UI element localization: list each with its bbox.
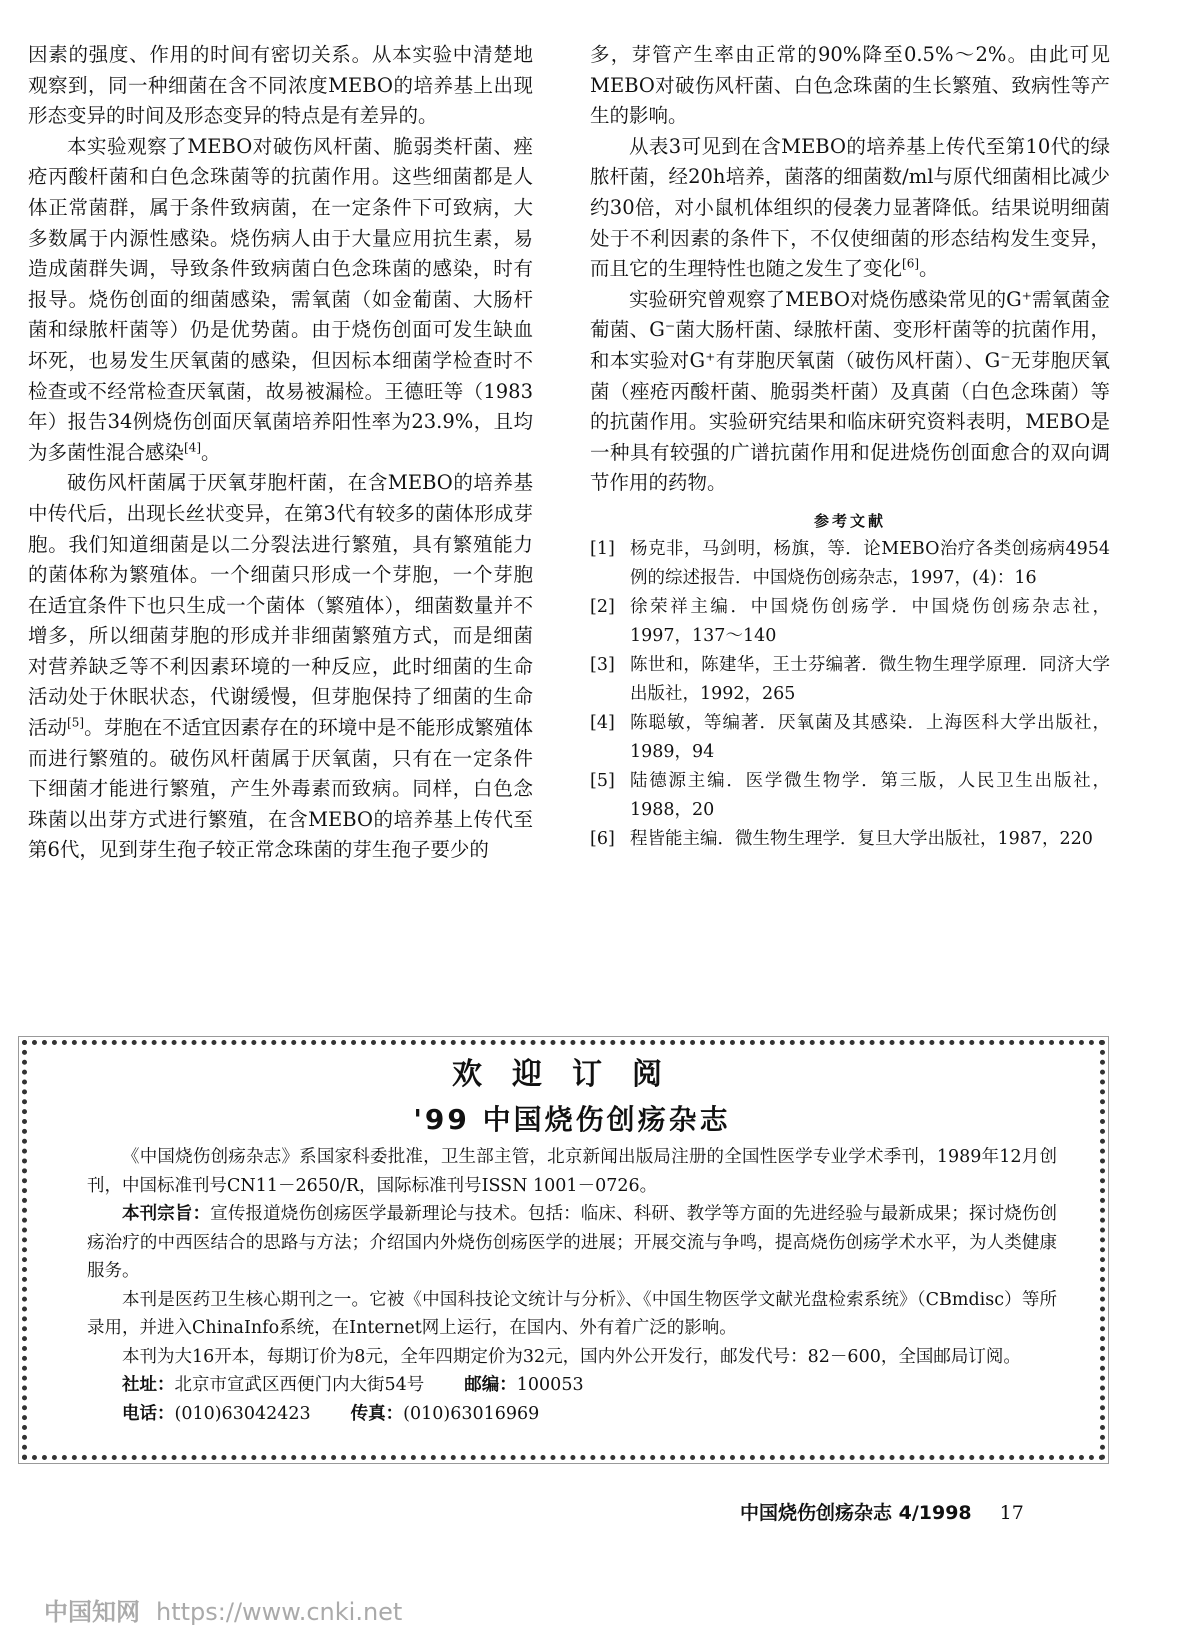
subscription-intro: 《中国烧伤创疡杂志》系国家科委批准，卫生部主管，北京新闻出版局注册的全国性医学专业学术季刊，1989年12月创刊，中国标准刊号CN11－2650/R，国际标准刊号ISSN 1001－0726。 (87, 1147, 1057, 1196)
reference-item: [4] 陈聪敏，等编著．厌氧菌及其感染．上海医科大学出版社，1989，94 (590, 712, 1110, 762)
subscription-address: 社址：北京市宣武区西便门内大街54号 邮编：100053 (122, 1375, 584, 1395)
references-list (590, 535, 1110, 854)
subscription-pricing: 本刊为大16开本，每期订价为8元，全年四期定价为32元，国内外公开发行，邮发代号：82－600，全国邮局订阅。 (122, 1346, 1021, 1367)
journal-issue: 中国烧伤创疡杂志 4/1998 (740, 1502, 972, 1524)
body-paragraph: 实验研究曾观察了MEBO对烧伤感染常见的G⁺需氧菌金葡菌、G⁻菌大肠杆菌、绿脓杆菌、变形杆菌等的抗菌作用，和本实验对G⁺有芽胞厌氧菌（破伤风杆菌）、G⁻无芽胞厌氧菌（痤疮丙酸杆菌、脆弱类杆菌）及真菌（白色念珠菌）等的抗菌作用。实验研究结果和临床研究资料表明，MEBO是一种具有较强的广谱抗菌作用和促进烧伤创面愈合的双向调节作用的药物。 (590, 287, 1110, 495)
reference-item: [3] 陈世和，陈建华，王士芬编著．微生物生理学原理．同济大学出版社，1992，265 (590, 654, 1110, 704)
left-column (28, 40, 533, 866)
subscription-core: 本刊是医药卫生核心期刊之一。它被《中国科技论文统计与分析》、《中国生物医学文献光盘检索系统》（CBmdisc）等所录用，并进入ChinaInfo系统，在Internet网上运行，在国内、外有着广泛的影响。 (87, 1289, 1057, 1338)
body-paragraph: 因素的强度、作用的时间有密切关系。从本实验中清楚地观察到，同一种细菌在含不同浓度MEBO的培养基上出现形态变异的时间及形态变异的特点是有差异的。 (28, 43, 533, 128)
reference-item: [1] 杨克非，马剑明，杨旗，等．论MEBO治疗各类创疡病4954例的综述报告．中国烧伤创疡杂志，1997，(4)：16 (590, 538, 1110, 588)
subscription-subtitle: '99 中国烧伤创疡杂志 (413, 1103, 731, 1136)
citation: [6] (902, 256, 920, 271)
page-footer (740, 1498, 1024, 1525)
right-column (590, 40, 1110, 854)
citation: [5] (67, 715, 85, 730)
cnki-watermark (44, 1592, 402, 1627)
reference-item: [5] 陆德源主编．医学微生物学．第三版，人民卫生出版社，1988，20 (590, 770, 1110, 820)
reference-item: [6] 程皆能主编．微生物生理学．复旦大学出版社，1987，220 (590, 828, 1093, 849)
subscription-content (87, 1053, 1057, 1428)
body-paragraph: 本实验观察了MEBO对破伤风杆菌、脆弱类杆菌、痤疮丙酸杆菌和白色念珠菌等的抗菌作用。这些细菌都是人体正常菌群，属于条件致病菌，在一定条件下可致病，大多数属于内源性感染。烧伤病人由于大量应用抗生素，易造成菌群失调，导致条件致病菌白色念珠菌的感染，时有报导。烧伤创面的细菌感染，需氧菌（如金葡菌、大肠杆菌和绿脓杆菌等）仍是优势菌。由于烧伤创面可发生缺血坏死，也易发生厌氧菌的感染，但因标本细菌学检查时不检查或不经常检查厌氧菌，故易被漏检。王德旺等（1983年）报告34例烧伤创面厌氧菌培养阳性率为23.9%，且均为多菌性混合感染[4]。 (28, 134, 533, 464)
page-number: 17 (999, 1502, 1024, 1524)
body-paragraph: 多，芽管产生率由正常的90%降至0.5%～2%。由此可见MEBO对破伤风杆菌、白色念珠菌的生长繁殖、致病性等产生的影响。 (590, 43, 1110, 128)
subscription-contact: 电话：(010)63042423 传真：(010)63016969 (122, 1403, 540, 1424)
watermark-url: https://www.cnki.net (156, 1598, 403, 1626)
body-paragraph: 从表3可见到在含MEBO的培养基上传代至第10代的绿脓杆菌，经20h培养，菌落的细菌数/ml与原代细菌相比减少约30倍，对小鼠机体组织的侵袭力显著降低。结果说明细菌处于不利因素的条件下，不仅使细菌的形态结构发生变异，而且它的生理特性也随之发生了变化[6]。 (590, 134, 1110, 281)
subscription-aim: 本刊宗旨：宣传报道烧伤创疡医学最新理论与技术。包括：临床、科研、教学等方面的先进经验与最新成果；探讨烧伤创疡治疗的中西医结合的思路与方法；介绍国内外烧伤创疡医学的进展；开展交流与争鸣，提高烧伤创疡学术水平，为人类健康服务。 (87, 1204, 1058, 1281)
citation: [4] (184, 440, 202, 455)
subscription-box (22, 1040, 1105, 1460)
watermark-brand: 中国知网 (44, 1598, 140, 1626)
reference-item: [2] 徐荣祥主编．中国烧伤创疡学．中国烧伤创疡杂志社，1997，137～140 (590, 596, 1110, 646)
references-title: 参考文献 (813, 511, 886, 530)
subscription-title: 欢迎订阅 (452, 1057, 692, 1092)
body-paragraph: 破伤风杆菌属于厌氧芽胞杆菌，在含MEBO的培养基中传代后，出现长丝状变异，在第3代有较多的菌体形成芽胞。我们知道细菌是以二分裂法进行繁殖，具有繁殖能力的菌体称为繁殖体。一个细菌只形成一个芽胞，一个芽胞在适宜条件下也只生成一个菌体（繁殖体），细菌数量并不增多，所以细菌芽胞的形成并非细菌繁殖方式，而是细菌对营养缺乏等不利因素环境的一种反应，此时细菌的生命活动处于休眠状态，代谢缓慢，但芽胞保持了细菌的生命活动[5]。芽胞在不适宜因素存在的环境中是不能形成繁殖体而进行繁殖的。破伤风杆菌属于厌氧菌，只有在一定条件下细菌才能进行繁殖，产生外毒素而致病。同样，白色念珠菌以出芽方式进行繁殖，在含MEBO的培养基上传代至第6代，见到芽生孢子较正常念珠菌的芽生孢子要少的 (28, 471, 533, 862)
